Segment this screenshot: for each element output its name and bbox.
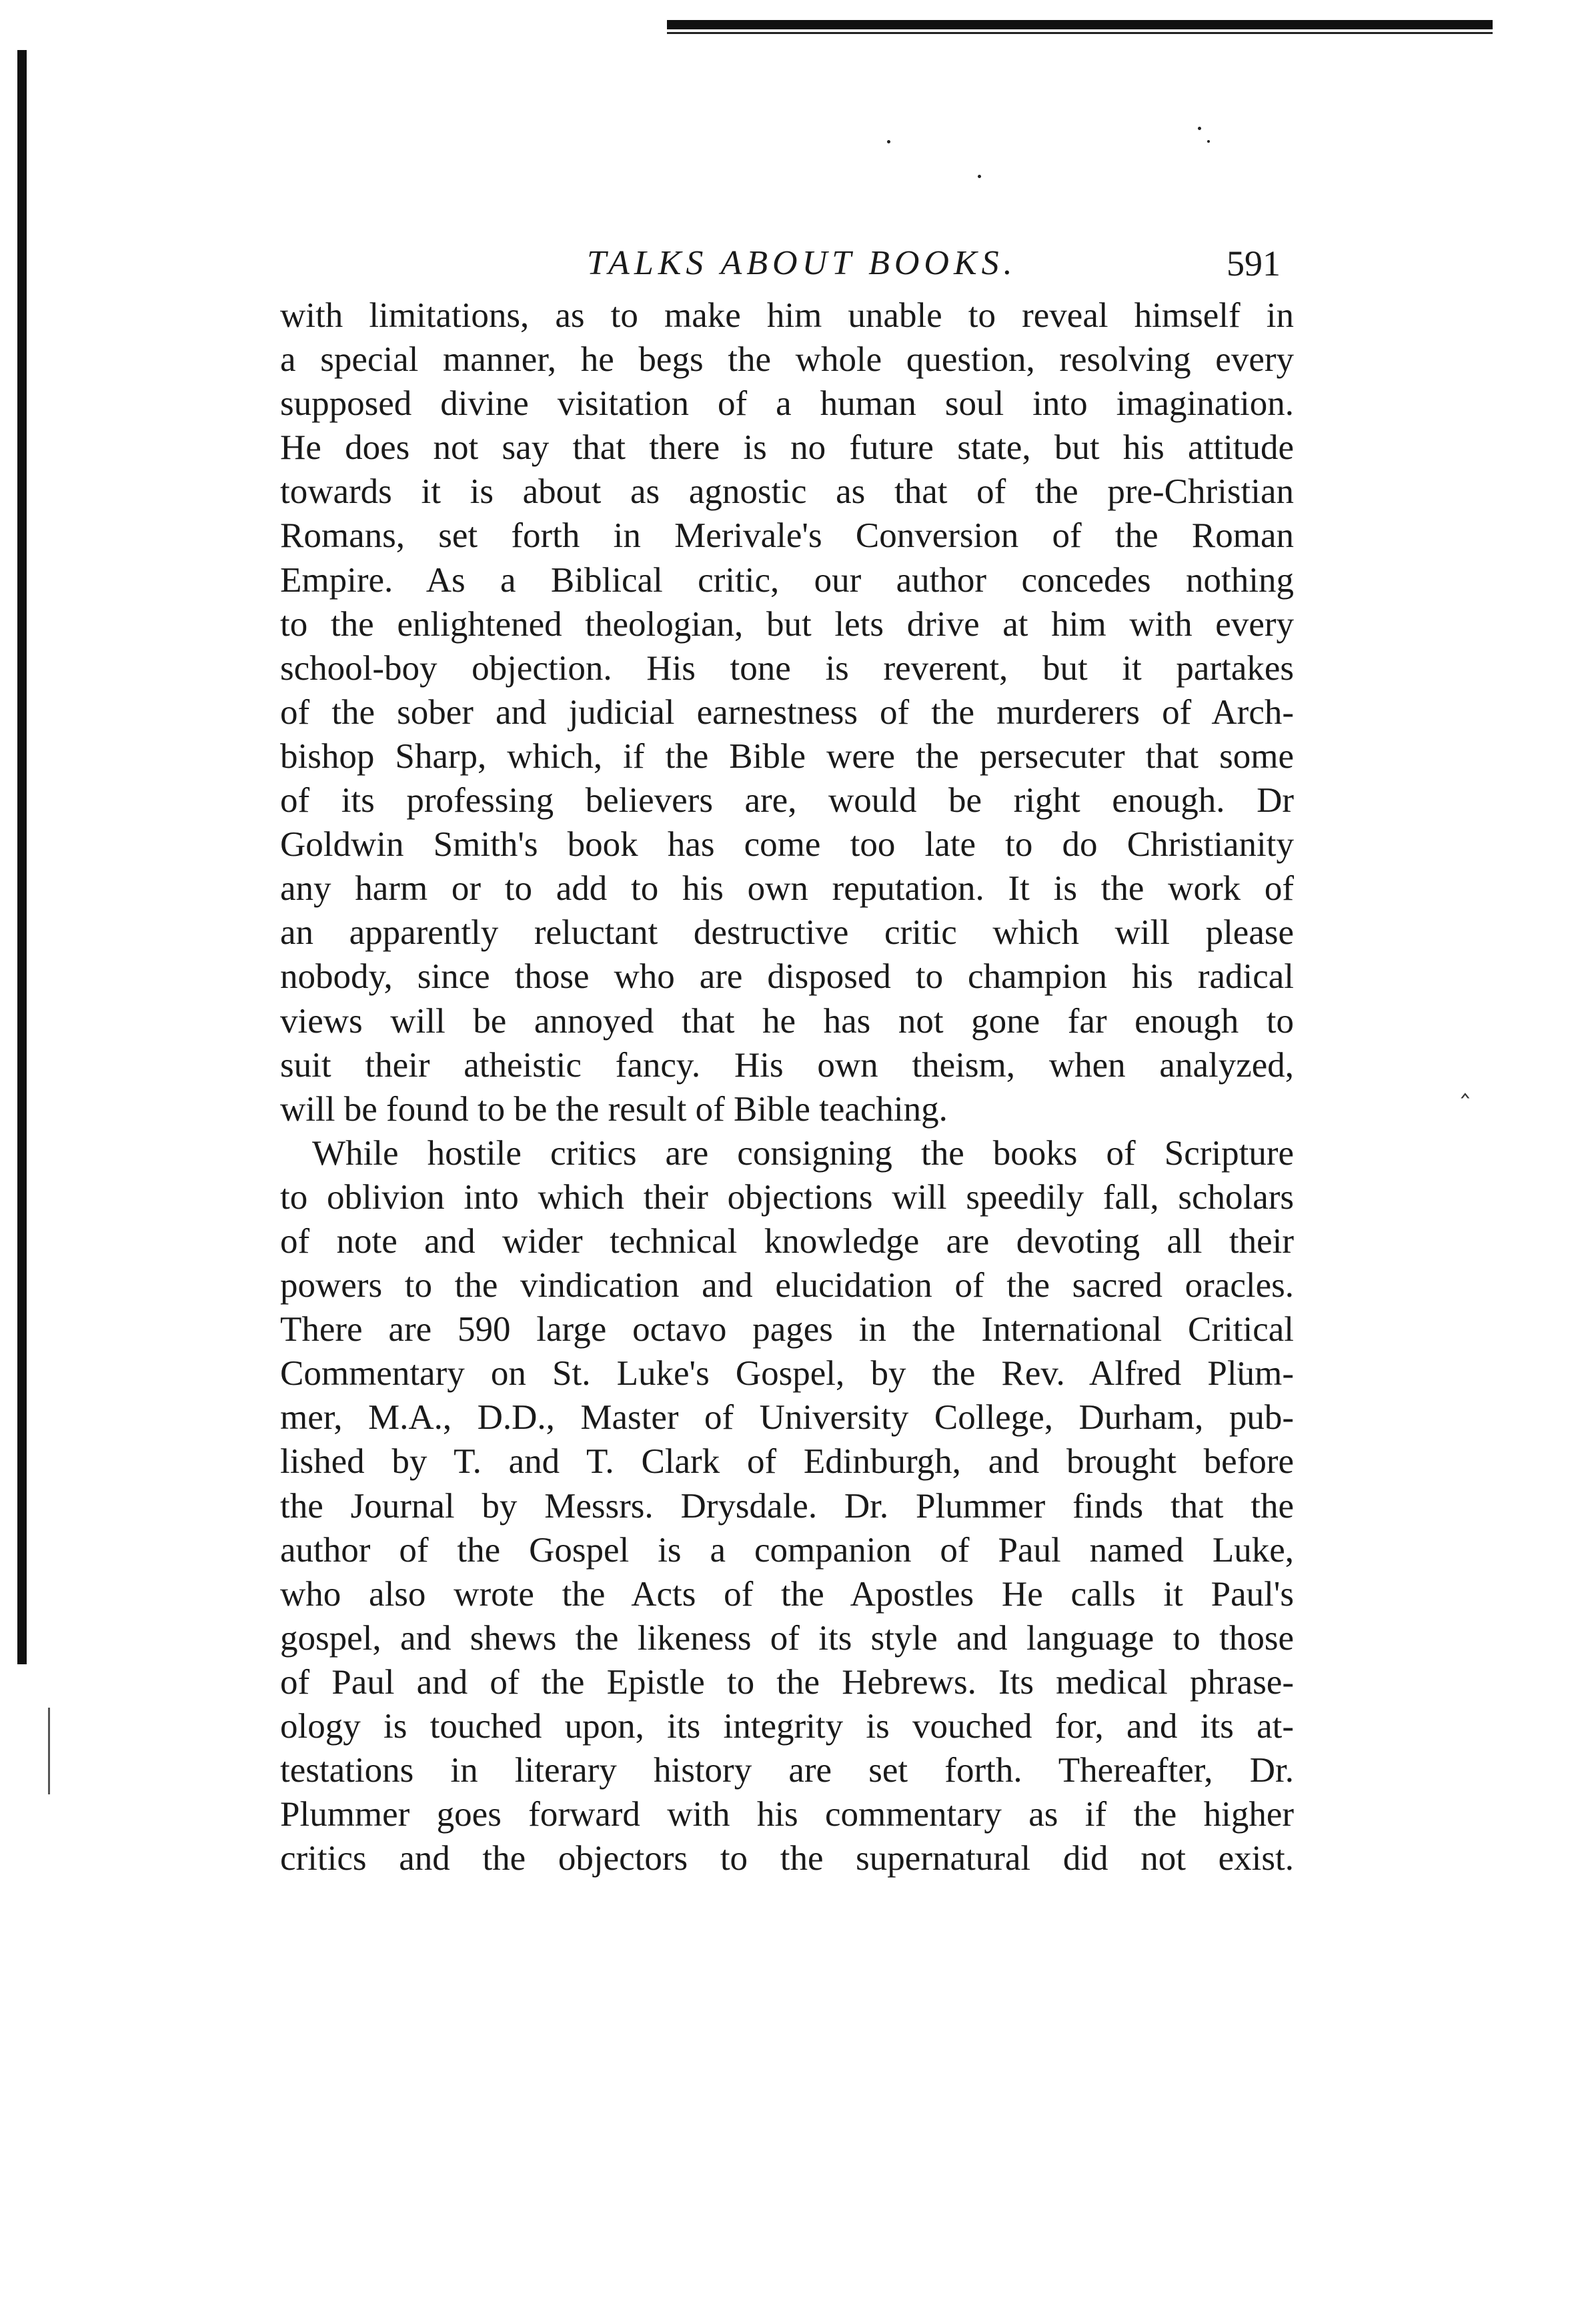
text-line: of note and wider technical knowledge are devoting all their: [280, 1221, 1294, 1261]
text-line: with limitations, as to make him unable to reveal himself in: [280, 296, 1294, 335]
text-line: supposed divine visitation of a human soul into imagination.: [280, 384, 1294, 424]
text-line: While hostile critics are consigning the books of Scripture: [312, 1133, 1294, 1173]
text-line: bishop Sharp, which, if the Bible were the persecuter that some: [280, 736, 1294, 776]
text-line: any harm or to add to his own reputation. It is the work of: [280, 869, 1294, 909]
top-border-rule-thin: [667, 32, 1493, 34]
scan-speck: [1198, 127, 1201, 130]
running-title: TALKS ABOUT BOOKS.: [587, 244, 1017, 282]
text-line: gospel, and shews the likeness of its style and language to those: [280, 1618, 1294, 1658]
text-line: school-boy objection. His tone is reverent, but it partakes: [280, 648, 1294, 688]
scan-speck: [887, 140, 890, 143]
text-line: to the enlightened theologian, but lets drive at him with every: [280, 604, 1294, 644]
text-line: to oblivion into which their objections will speedily fall, scholars: [280, 1177, 1294, 1217]
text-line: lished by T. and T. Clark of Edinburgh, and brought before: [280, 1442, 1294, 1482]
text-line: suit their atheistic fancy. His own theism, when analyzed,: [280, 1045, 1294, 1085]
text-line: powers to the vindication and elucidation of the sacred oracles.: [280, 1266, 1294, 1305]
scan-speck: [1207, 140, 1210, 143]
text-line: a special manner, he begs the whole question, resolving every: [280, 340, 1294, 380]
text-line: of Paul and of the Epistle to the Hebrews. Its medical phrase-: [280, 1662, 1294, 1702]
text-line: Plummer goes forward with his commentary as if the higher: [280, 1795, 1294, 1834]
text-line: author of the Gospel is a companion of Paul named Luke,: [280, 1530, 1294, 1570]
text-line: towards it is about as agnostic as that of the pre-Christian: [280, 472, 1294, 512]
text-line: He does not say that there is no future state, but his attitude: [280, 428, 1294, 468]
text-line: Goldwin Smith's book has come too late to do Christianity: [280, 825, 1294, 864]
text-line: an apparently reluctant destructive critic which will please: [280, 913, 1294, 953]
text-line: of the sober and judicial earnestness of the murderers of Arch-: [280, 692, 1294, 732]
paragraph-2: [280, 1131, 1294, 1881]
text-line: nobody, since those who are disposed to champion his radical: [280, 957, 1294, 997]
body-text: [280, 294, 1294, 1880]
text-line: of its professing believers are, would be right enough. Dr: [280, 781, 1294, 820]
text-line: testations in literary history are set forth. Thereafter, Dr.: [280, 1751, 1294, 1790]
left-scan-edge: [17, 50, 27, 1664]
page-header: [280, 233, 1281, 294]
text-line: Commentary on St. Luke's Gospel, by the Rev. Alfred Plum-: [280, 1354, 1294, 1393]
text-line: critics and the objectors to the supernatural did not exist.: [280, 1839, 1294, 1878]
text-line: Romans, set forth in Merivale's Conversion of the Roman: [280, 516, 1294, 556]
text-line: will be found to be the result of Bible teaching.: [280, 1089, 948, 1129]
left-scan-edge-thin: [48, 1708, 50, 1794]
top-border-rule: [667, 20, 1493, 29]
text-line: There are 590 large octavo pages in the International Critical: [280, 1310, 1294, 1349]
scan-speck: [978, 175, 981, 178]
margin-mark: ‸: [1461, 1068, 1470, 1098]
text-line: who also wrote the Acts of the Apostles He calls it Paul's: [280, 1574, 1294, 1614]
text-line: the Journal by Messrs. Drysdale. Dr. Plummer finds that the: [280, 1486, 1294, 1526]
paragraph-1: [280, 294, 1294, 1131]
page-number: 591: [1227, 243, 1281, 283]
text-line: ology is touched upon, its integrity is vouched for, and its at-: [280, 1707, 1294, 1746]
text-line: views will be annoyed that he has not gone far enough to: [280, 1001, 1294, 1041]
text-line: mer, M.A., D.D., Master of University College, Durham, pub-: [280, 1398, 1294, 1437]
text-line: Empire. As a Biblical critic, our author concedes nothing: [280, 560, 1294, 600]
